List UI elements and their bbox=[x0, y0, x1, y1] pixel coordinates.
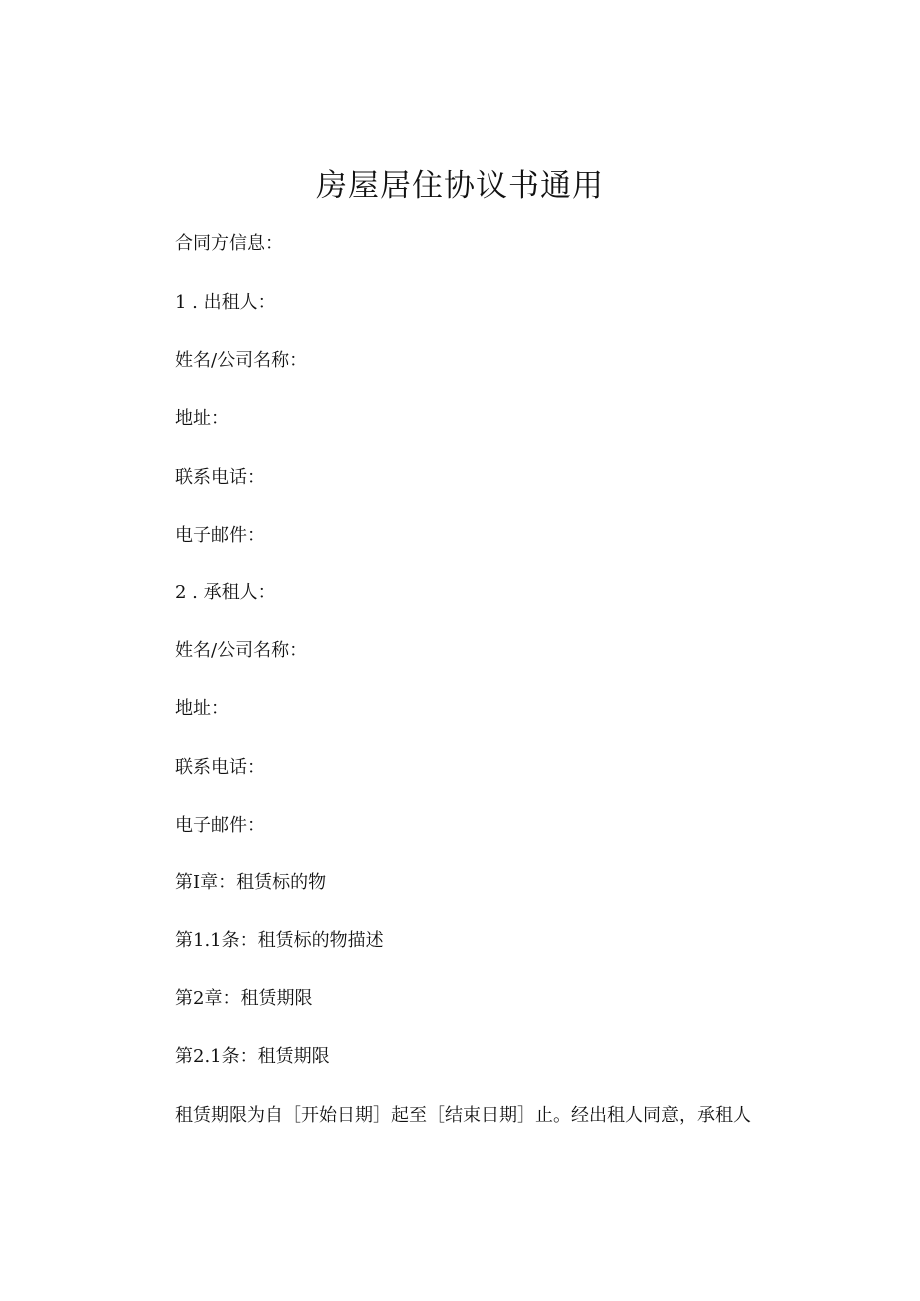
article-1-1-heading: 第1.1条：租赁标的物描述 bbox=[175, 930, 384, 951]
chapter-1-heading: 第Ⅰ章：租赁标的物 bbox=[175, 872, 327, 893]
section-heading-parties: 合同方信息： bbox=[175, 233, 283, 254]
lessee-name-field: 姓名/公司名称： bbox=[175, 640, 308, 661]
lessee-phone-field: 联系电话： bbox=[175, 757, 265, 778]
chapter-2-heading: 第2章：租赁期限 bbox=[175, 988, 313, 1009]
lessor-address-field: 地址： bbox=[175, 408, 229, 429]
lessee-email-field: 电子邮件： bbox=[175, 815, 265, 836]
lessor-email-field: 电子邮件： bbox=[175, 525, 265, 546]
lessor-name-field: 姓名/公司名称： bbox=[175, 350, 308, 371]
lease-term-paragraph: 租赁期限为自［开始日期］起至［结束日期］止。经出租人同意，承租人 bbox=[175, 1105, 751, 1126]
lessee-address-field: 地址： bbox=[175, 698, 229, 719]
lessee-heading: 2 . 承租人： bbox=[175, 582, 276, 603]
lessor-phone-field: 联系电话： bbox=[175, 467, 265, 488]
document-title: 房屋居住协议书通用 bbox=[316, 168, 604, 204]
article-2-1-heading: 第2.1条：租赁期限 bbox=[175, 1046, 330, 1067]
lessor-heading: 1 . 出租人： bbox=[175, 292, 276, 313]
